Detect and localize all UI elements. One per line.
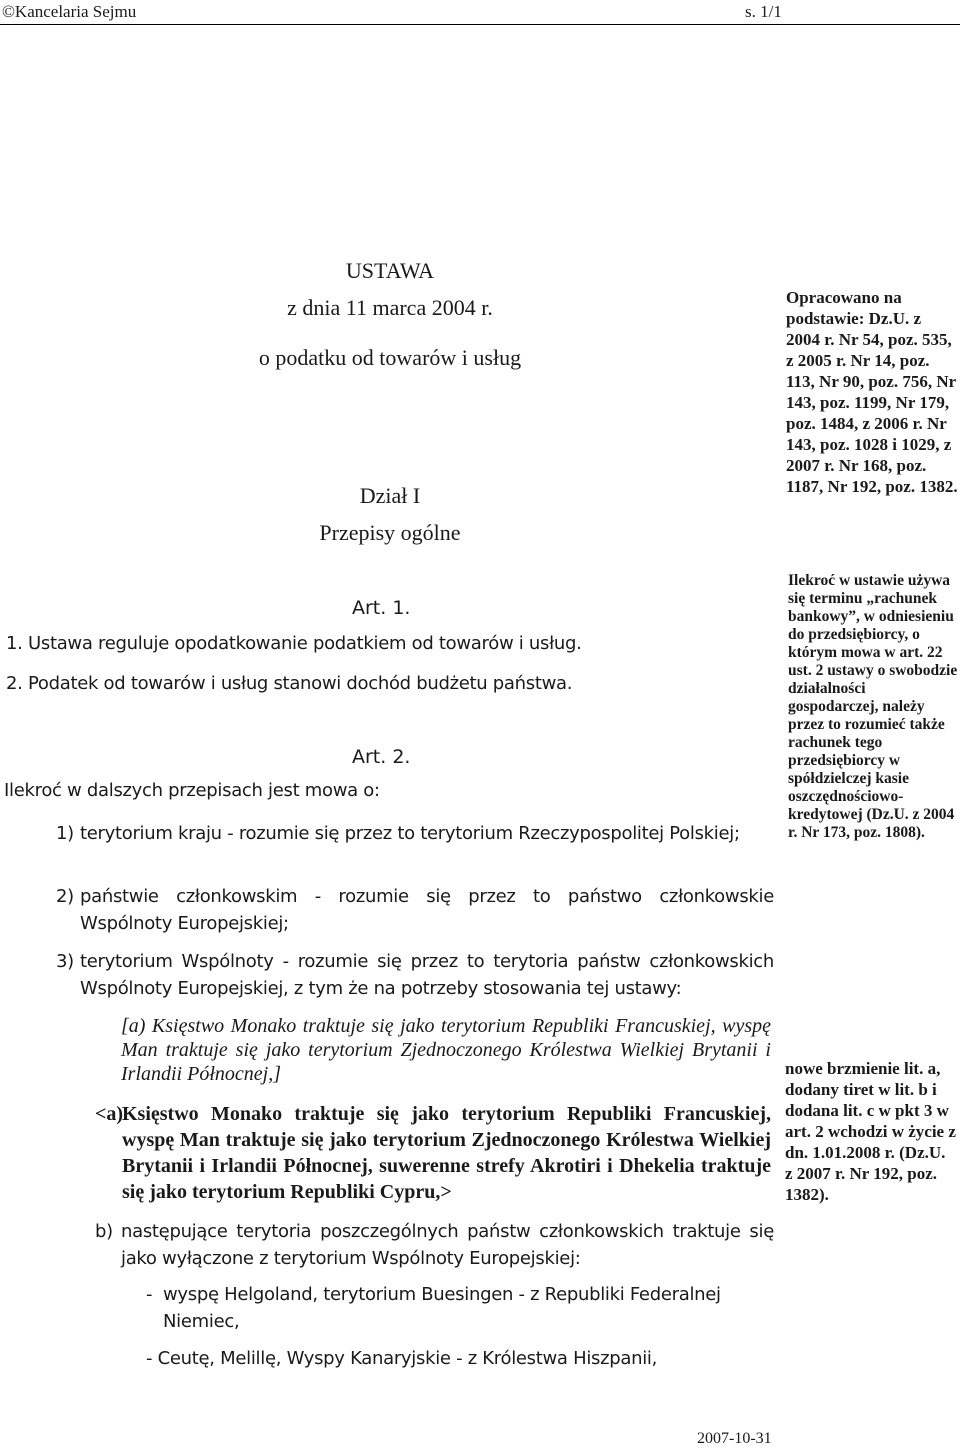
list-item xyxy=(56,883,774,937)
tiret-text: wyspę Helgoland, terytorium Buesingen - z Republiki Federalnej Niemiec, xyxy=(163,1284,721,1332)
old-version-letter-a: [a) Księstwo Monako traktuje się jako terytorium Republiki Francuskiej, wyspę Man traktuje się jako terytorium Zjednoczonego Królestwa Wielkiej Brytanii i Irlandii Północnej,] xyxy=(121,1015,771,1085)
division-title: Przepisy ogólne xyxy=(319,520,461,545)
tiret-2: - Ceutę, Melillę, Wyspy Kanaryjskie - z Królestwa Hiszpanii, xyxy=(146,1348,658,1369)
item-number: 1) xyxy=(56,823,74,844)
article-1-paragraph-2: 2. Podatek od towarów i usług stanowi dochód budżetu państwa. xyxy=(6,673,573,694)
item-number: 2) xyxy=(56,886,74,907)
item-text: państwie członkowskim - rozumie się przez to państwo członkowskie Wspólnoty Europejskiej; xyxy=(80,886,774,934)
act-date: z dnia 11 marca 2004 r. xyxy=(287,295,493,320)
list-item xyxy=(56,948,774,1002)
source-note: Opracowano na podstawie: Dz.U. z 2004 r. Nr 54, poz. 535, z 2005 r. Nr 14, poz. 113, Nr 90, poz. 756, Nr 143, poz. 1199, Nr 179, poz. 1484, z 2006 r. Nr 143, poz. 1028 i 1029, z 2007 r. Nr 168, poz. 1187, Nr 192, poz. 1382. xyxy=(786,288,958,496)
footer-date: 2007-10-31 xyxy=(697,1430,772,1447)
letter-b xyxy=(95,1218,774,1272)
item-number: 3) xyxy=(56,951,74,972)
tiret-label: - xyxy=(146,1284,153,1305)
page-number: s. 1/1 xyxy=(745,2,782,21)
letter-text: następujące terytoria poszczególnych państw członkowskich traktuje się jako wyłączone z terytorium Wspólnoty Europejskiej: xyxy=(121,1221,774,1269)
article-1-paragraph-1: 1. Ustawa reguluje opodatkowanie podatkiem od towarów i usług. xyxy=(6,633,582,654)
header-left: ©Kancelaria Sejmu xyxy=(2,2,137,21)
list-item xyxy=(56,820,774,847)
letter-text: Księstwo Monako traktuje się jako terytorium Republiki Francuskiej, wyspę Man traktuje się jako terytorium Zjednoczonego Królestwa Wielkiej Brytanii i Irlandii Północnej, suwerenne strefy Akrotiri i Dhekelia traktuje się jako terytorium Republiki Cypru,> xyxy=(122,1103,771,1203)
division-heading: Dział I xyxy=(359,483,421,508)
amendment-note: nowe brzmienie lit. a, dodany tiret w lit. b i dodana lit. c w pkt 3 w art. 2 wchodzi w życie z dn. 1.01.2008 r. (Dz.U. z 2007 r. Nr 192, poz. 1382). xyxy=(785,1059,956,1204)
letter-label: b) xyxy=(95,1221,113,1242)
item-text: terytorium Wspólnoty - rozumie się przez to terytoria państw członkowskich Wspólnoty Europejskiej, z tym że na potrzeby stosowania tej ustawy: xyxy=(80,951,774,999)
header-divider xyxy=(0,24,960,25)
act-title: USTAWA xyxy=(345,258,435,283)
new-version-letter-a xyxy=(95,1101,771,1205)
bank-account-note: Ilekroć w ustawie używa się terminu „rachunek bankowy”, w odniesieniu do przedsiębiorcy, o którym mowa w art. 22 ust. 2 ustawy o swobodzie działalności gospodarczej, należy przez to rozumieć także rachunek tego przedsiębiorcy w spółdzielczej kasie oszczędnościowo-kredytowej (Dz.U. z 2004 r. Nr 173, poz. 1808). xyxy=(788,572,958,841)
tiret-1 xyxy=(146,1281,774,1335)
letter-label: <a) xyxy=(95,1103,124,1125)
article-1-heading: Art. 1. xyxy=(352,597,411,619)
act-subject: o podatku od towarów i usług xyxy=(258,345,522,370)
item-text: terytorium kraju - rozumie się przez to terytorium Rzeczypospolitej Polskiej; xyxy=(80,823,740,844)
article-2-heading: Art. 2. xyxy=(352,746,411,768)
article-2-intro: Ilekroć w dalszych przepisach jest mowa o: xyxy=(4,780,380,801)
